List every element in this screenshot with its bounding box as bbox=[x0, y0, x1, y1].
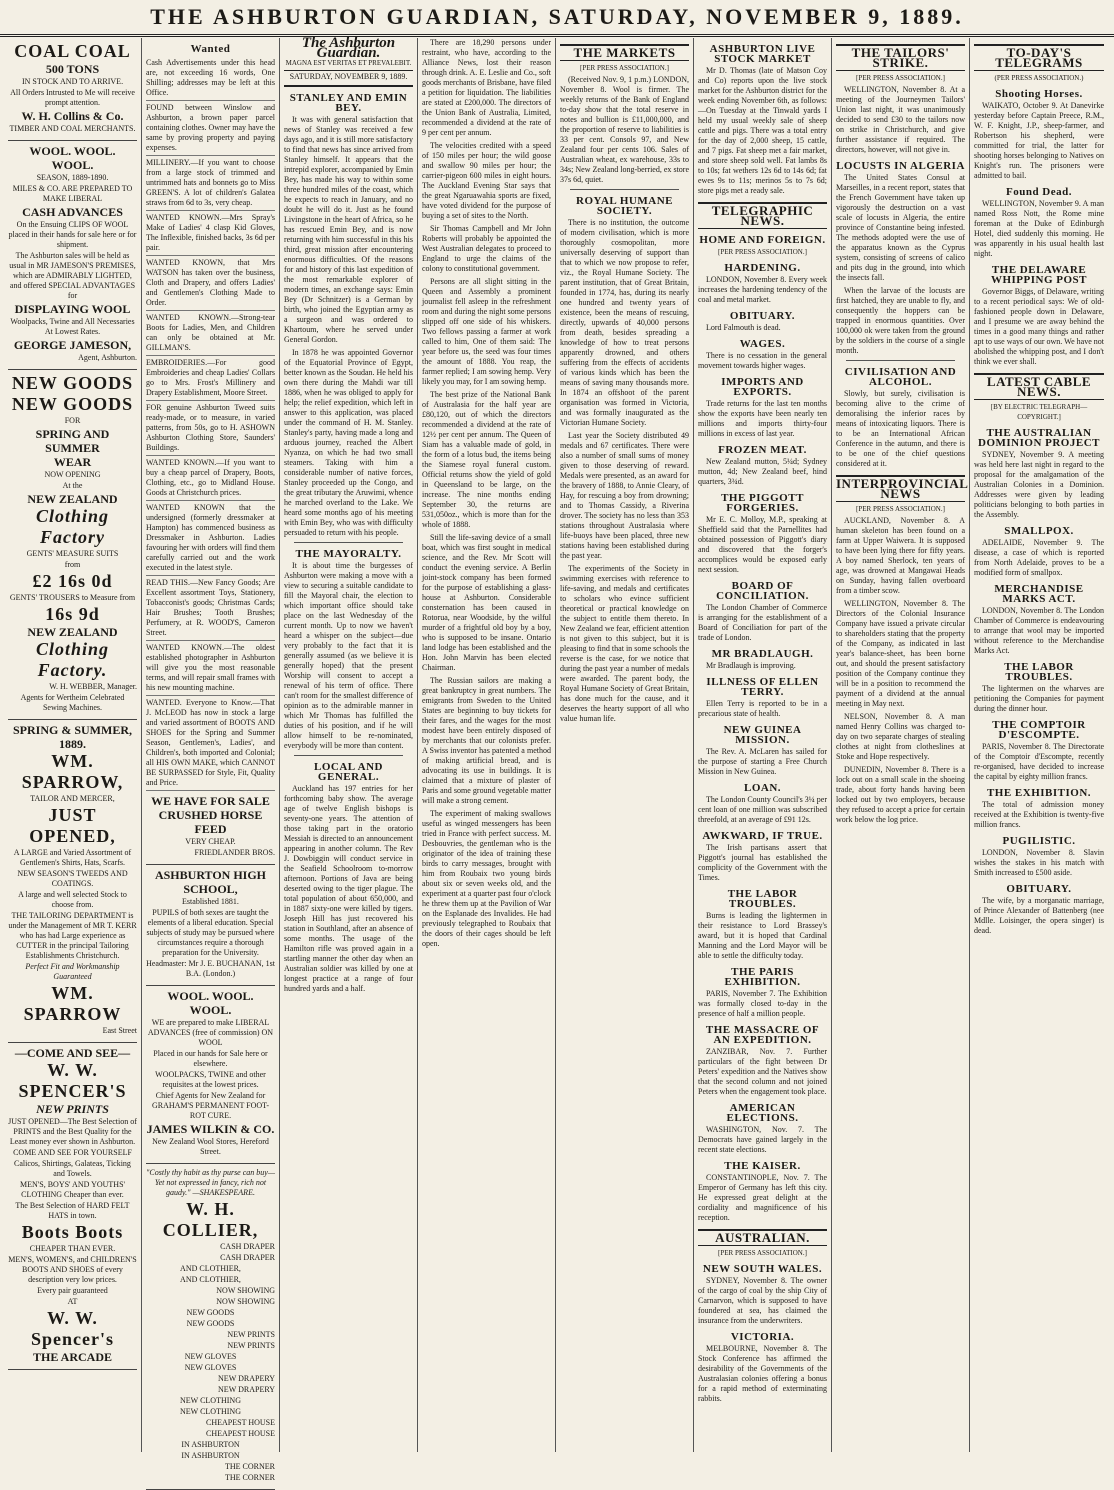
ad-line: All Orders Intrusted to Me will receive prompt attention. bbox=[10, 88, 135, 107]
ad-line: 16s 9d bbox=[45, 604, 100, 624]
article-paragraph: There is no institution, the outcome of modern civilisation, which is more thoroughly cosmopolitan, more universally deserving of support than that to which we now propose to refer, viz., the Royal Humane Society. The parent institution, that of Great Britain, founded in 1774, has, during its nearly one hundred and twenty years of existence, been the means of rescuing, directly, upwards of 40,000 persons from death, besides spreading a knowledge of how to treat persons apparently drowned, and others suffering from the effects of accidents of various kinds which has been the means of saving many thousands more. In 1874 an offshoot of the parent organisation was formed in Victoria, and was formally inaugurated as the Victorian Humane Society. bbox=[560, 218, 689, 427]
ad-line: TAILOR AND MERCER, bbox=[30, 794, 115, 803]
news-heading: PUGILISTIC. bbox=[1002, 835, 1076, 847]
ad-line: W. H. WEBBER, Manager. bbox=[49, 682, 137, 691]
ad-line: WE HAVE FOR SALE bbox=[151, 794, 270, 808]
news-heading: THE KAISER. bbox=[724, 1160, 801, 1172]
news-heading: ILLNESS OF ELLEN TERRY. bbox=[706, 676, 819, 698]
news-text: The Irish partisans assert that Piggott's journal has established the complicity of the Government with the Times. bbox=[698, 843, 827, 882]
section-subheading: HOME AND FOREIGN. bbox=[699, 234, 826, 246]
classified-item: FOUND between Winslow and Ashburton, a brown paper parcel containing clothes. Owner may have the same by proving property and paying expenses. bbox=[146, 101, 275, 156]
ad-line: On the Ensuing CLIPS OF WOOL placed in their hands for sale here or for shipment. bbox=[8, 220, 137, 249]
ad-line: NEW GOODS bbox=[186, 1319, 235, 1328]
ad-line: The Ashburton sales will be held as usual in MR JAMESON'S PREMISES, which are ADMIRABLY LIGHTED, and offered SPECIAL ADVANTAGES for bbox=[9, 251, 136, 300]
ad-line: NEW GOODS bbox=[11, 373, 134, 393]
news-text: The London County Council's 3¼ per cent loan of one million was subscribed threefold, at an average of £91 12s. bbox=[698, 795, 827, 824]
article-heading: THE DELAWARE WHIPPING POST bbox=[990, 264, 1088, 286]
article-heading: ASHBURTON LIVE STOCK MARKET bbox=[709, 43, 816, 65]
ad-line: £2 16s 0d bbox=[32, 571, 113, 591]
ad-line: WEAR bbox=[53, 455, 92, 469]
ad-line: NEW ZEALAND bbox=[27, 492, 118, 506]
column-1 bbox=[4, 38, 142, 1452]
classified-item: WANTED KNOWN.—Strong-tear Boots for Ladies, Men, and Children can only be obtained at Mr. GILLMAN'S. bbox=[146, 311, 275, 356]
ad-line: COME AND SEE FOR YOURSELF bbox=[13, 1148, 132, 1157]
news-heading: THE EXHIBITION. bbox=[986, 787, 1092, 799]
masthead: THE ASHBURTON GUARDIAN, SATURDAY, NOVEMBER 9, 1889. bbox=[0, 0, 1114, 37]
ad-line: Headmaster: Mr J. E. BUCHANAN, 1st B.A. (London.) bbox=[146, 959, 275, 978]
ad-line: WE are prepared to make LIBERAL ADVANCES (free of commission) ON WOOL bbox=[147, 1018, 274, 1047]
ad-line: WOOLPACKS, TWINE and other requisites at the lowest prices. bbox=[155, 1070, 266, 1089]
article-paragraph: When the larvae of the locusts are first hatched, they are unable to fly, and consequently the hoppers can be trapped in enormous quantities. Over 100,000 ok were taken from the ground by the soldiers in the course of a single month. bbox=[836, 286, 965, 355]
news-text: LONDON, November 8. The London Chamber of Commerce is endeavouring to arrange that wool may be imported without reference to the Merchandise Marks Act. bbox=[974, 606, 1104, 655]
ad-line: GEORGE JAMESON, bbox=[13, 338, 132, 352]
news-heading: WAGES. bbox=[739, 338, 786, 350]
ad-line: SPRING & SUMMER, 1889. bbox=[13, 723, 132, 751]
news-heading: HARDENING. bbox=[724, 262, 801, 274]
ad-line: NEW GLOVES bbox=[184, 1352, 237, 1361]
classified-item: EMBROIDERIES.—For good Embroideries and cheap Ladies' Collars go to Mrs. Frost's Millinery and Drapery Establishment, Moore Street. bbox=[146, 356, 275, 401]
news-text: MELBOURNE, November 8. The Stock Conference has affirmed the desirability of the Governments of the Australasian colonies offering a bonus for a rapid method of exterminating rabbits. bbox=[698, 1344, 827, 1403]
ad-line: CHEAPER THAN EVER. bbox=[29, 1244, 116, 1253]
news-heading: BOARD OF CONCILIATION. bbox=[716, 580, 809, 602]
ad-line: Agents for Wertheim Celebrated Sewing Machines. bbox=[20, 693, 125, 712]
ad-line: NEW PRINTS bbox=[227, 1330, 275, 1339]
ad-line: MEN'S, WOMEN'S, and CHILDREN'S BOOTS AND SHOES of every description very low prices. bbox=[8, 1255, 137, 1284]
ad-line: New Zealand Wool Stores, Hereford Street. bbox=[152, 1137, 269, 1156]
ad-line: PUPILS of both sexes are taught the elements of a liberal education. Special subjects of study may be pursued where circumstances require a thorough preparation for the University. bbox=[146, 908, 275, 957]
news-heading: THE MASSACRE OF AN EXPEDITION. bbox=[705, 1024, 820, 1046]
section-subheading: [PER PRESS ASSOCIATION.] bbox=[580, 64, 669, 72]
column-3 bbox=[280, 35, 418, 1452]
article-paragraph: The United States Consul at Marseilles, in a recent report, states that the French Government have taken up vigorously the destruction on a vast scale of locusts in Algeria, the entire province of Constantine being infested. The methods adopted were the use of the apparatus known as the Cyprus system, consisting of screens of calico and pits dug in the ground, into which the insects fall. bbox=[836, 173, 965, 282]
news-heading: Shooting Horses. bbox=[995, 88, 1083, 100]
news-heading: SMALLPOX. bbox=[1004, 525, 1074, 537]
news-heading: VICTORIA. bbox=[730, 1331, 795, 1343]
article-paragraph: Last year the Society distributed 49 medals and 67 certificates. There were also a number of small sums of money given to those deserving of reward. Medals were presented, as an award for the bravery of 1888, to Annie Cleary, of Hay, for rescuing a boy from drowning; and to Thomas Cassidy, a Riverina drover. The society has no less than 353 stations throughout Australasia where life-buoys have been placed, three new stations having been established during the past year. bbox=[560, 431, 689, 560]
ad-line: from bbox=[64, 560, 81, 569]
news-heading: THE AUSTRALIAN DOMINION PROJECT bbox=[978, 427, 1100, 449]
news-heading: THE PARIS EXHIBITION. bbox=[724, 966, 801, 988]
ad-line: THE TAILORING DEPARTMENT is under the Management of MR T. KERR who has had Large experience as CUTTER in the principal Tailoring Establishments Christchurch. bbox=[8, 911, 137, 960]
section-heading: THE TAILORS' STRIKE. bbox=[836, 44, 965, 71]
news-text: WASHINGTON, Nov. 7. The Democrats have gained largely in the recent state elections. bbox=[698, 1125, 827, 1154]
ad-line: IN ASHBURTON bbox=[181, 1440, 240, 1449]
article-paragraph: WELLINGTON, November 8. The Directors of the Colonial Insurance Company have issued a private circular to shareholders stating that the property of the Company, as indicated in last year's balance-sheet, has been borne out, and should the present satisfactory position of the Company continue they will be in a position to recommend the payment of a dividend at the annual meeting in May next. bbox=[836, 599, 965, 708]
ad-line: GENTS' MEASURE SUITS bbox=[26, 549, 119, 558]
ad-line: Clothing Factory. bbox=[35, 639, 110, 680]
article-paragraph: DUNEDIN, November 8. There is a lock out on a small scale in the shoeing trade, about forty hands having been locked out by two employers, because they refused to accept a price for certain work below the log price. bbox=[836, 765, 965, 824]
news-text: The Rev. A. McLaren has sailed for the purpose of starting a Free Church Mission in New Guinea. bbox=[698, 747, 827, 776]
ad-line: Chief Agents for New Zealand for GRAHAM'S PERMANENT FOOT-ROT CURE. bbox=[151, 1091, 269, 1120]
ad-line: FRIEDLANDER BROS. bbox=[194, 848, 275, 857]
wanted-heading: Wanted bbox=[190, 43, 231, 55]
ad-line: NEW GLOVES bbox=[184, 1363, 237, 1372]
ad-line: MILES & CO. ARE PREPARED TO MAKE LIBERAL bbox=[12, 184, 133, 203]
news-heading: OBITUARY. bbox=[1006, 883, 1072, 895]
news-text: ADELAIDE, November 9. The disease, a case of which is reported from North Adelaide, proves to be a modified form of smallpox. bbox=[974, 538, 1104, 577]
classified-item: WANTED KNOWN, that Mrs WATSON has taken over the business, Cloth and Drapery, and offers Ladies' and Gentlemen's Clothing Made to Order. bbox=[146, 256, 275, 311]
ad-line: NEW GOODS bbox=[11, 394, 134, 414]
wilkin-wool-advert bbox=[146, 986, 275, 1164]
news-heading: MERCHANDISE MARKS ACT. bbox=[994, 583, 1084, 605]
news-text: ZANZIBAR, Nov. 7. Further particulars of the fight between Dr Peters' expedition and the Natives show that the second column and not joined Peters when the engagement took place. bbox=[698, 1047, 827, 1096]
ad-line: JUST OPENED, bbox=[29, 805, 116, 846]
crushed-feed-advert bbox=[146, 791, 275, 865]
ad-line: SPRING AND SUMMER bbox=[35, 427, 110, 455]
ad-line: Calicos, Shirtings, Galateas, Ticking and Towels. bbox=[14, 1159, 131, 1178]
column-8 bbox=[970, 38, 1108, 1452]
ad-line: THE CORNER bbox=[225, 1462, 275, 1471]
ad-line: NEW PRINTS bbox=[227, 1341, 275, 1350]
ad-line: WM. SPARROW bbox=[23, 983, 122, 1024]
ad-line: IN STOCK AND TO ARRIVE. bbox=[21, 77, 124, 86]
news-text: The London Chamber of Commerce is arranging for the establishment of a Board of Conciliation for part of the trade of London. bbox=[698, 603, 827, 642]
column-2 bbox=[142, 38, 280, 1482]
ad-line: THE ARCADE bbox=[32, 1350, 112, 1364]
article-paragraph: Slowly, but surely, civilisation is becoming alive to the crime of demoralising the inferior races by means of intoxicating liquors. There is to be an International African Conference in the autumn, and there is to be one of the chief questions considered at it. bbox=[836, 389, 965, 468]
news-text: The wife, by a morganatic marriage, of Prince Alexander of Battenberg (nee Mdlle. Loisinger, the opera singer) is dead. bbox=[974, 896, 1104, 935]
news-text: Lord Falmouth is dead. bbox=[706, 323, 781, 332]
ad-line: AND CLOTHIER, bbox=[180, 1275, 241, 1284]
ad-line: NOW SHOWING bbox=[216, 1297, 275, 1306]
ad-line: Agent, Ashburton. bbox=[78, 353, 137, 362]
news-heading: THE LABOR TROUBLES. bbox=[1004, 661, 1074, 683]
news-text: WELLINGTON, November 9. A man named Ross Nott, the Rome mine foreman at the Duke of Edinburgh Hotel, died suddenly this morning. He was apparently in his usual health last night. bbox=[974, 199, 1104, 258]
ad-line: CASH DRAPER bbox=[220, 1242, 275, 1251]
news-heading: IMPORTS AND EXPORTS. bbox=[721, 376, 804, 398]
newspaper-columns bbox=[4, 35, 1110, 1482]
coal-advert bbox=[8, 38, 137, 141]
section-subheading: [PER PRESS ASSOCIATION.] bbox=[718, 248, 807, 256]
ad-line: NEW ZEALAND bbox=[27, 625, 118, 639]
column-4 bbox=[418, 38, 556, 1452]
section-heading: LATEST CABLE NEWS. bbox=[974, 373, 1104, 400]
article-heading: THE MAYORALTY. bbox=[295, 548, 402, 560]
section-heading: TELEGRAPHIC NEWS. bbox=[698, 202, 827, 229]
section-subheading: [PER PRESS ASSOCIATION.] bbox=[856, 505, 945, 513]
news-text: The total of admission money received at the Exhibition is twenty-five million francs. bbox=[974, 800, 1104, 829]
article-paragraph: It was with general satisfaction that news of Stanley was received a few days ago, and it is still more satisfactory to find that news has since arrived from Stanley himself. It appears that the intrepid explorer, accompanied by Emin Bey, has made his way to within some three hundred miles of the coast, which he expects to reach in January, and no doubt he will do it. Just as he found Livingstone in the heart of Africa, so he has rescued Emin Bey, and is now returning with him successful in this his third, great mission after encountering enormous difficulties. Of the reasons for and history of this last expedition of the most remarkable explorer of modern times, an exchange says: Emin Bey (Dr Schnitzer) is a German by birth, who joined the Egyptian army as a surgeon and was ordered to Khartoum, where he served under General Gordon. bbox=[284, 115, 413, 344]
collier-advert bbox=[146, 1164, 275, 1490]
ad-line: CASH ADVANCES bbox=[22, 205, 123, 219]
news-text: LONDON, November 8. Slavin wishes the stakes in his match with Smith increased to £500 aside. bbox=[974, 848, 1104, 877]
news-heading: NEW GUINEA MISSION. bbox=[723, 724, 802, 746]
ad-line: NEW CLOTHING bbox=[180, 1396, 241, 1405]
article-heading: CIVILISATION AND ALCOHOL. bbox=[844, 366, 957, 388]
ad-line: A large and well selected Stock to choose from. bbox=[18, 890, 127, 909]
wool-advert bbox=[8, 141, 137, 370]
ad-line: NEW CLOTHING bbox=[180, 1407, 241, 1416]
spencer-advert bbox=[8, 1043, 137, 1370]
classified-item: WANTED KNOWN that the undersigned (formerly dressmaker at Hampton) has commenced business as Dressmaker in Ashburton. Ladies favouring her with orders will find them carefully carried out and the work executed in the latest style. bbox=[146, 501, 275, 576]
ad-line: WM. SPARROW, bbox=[21, 751, 124, 792]
ad-line: 500 TONS bbox=[45, 62, 100, 76]
article-paragraph: The best prize of the National Bank of Australasia for the half year are £80,120, out of which the directors recommended a dividend at the rate of 12½ per cent per annum. The Queen of Siam has a valuable made of gold, in the form of a lotus bud, the items being the Siamese royal funeral custom. Official returns show the yield of gold in Queensland to be large, on the increase. The nine months ending September 30, the returns are 531,050oz., which is more than for the whole of 1888. bbox=[422, 390, 551, 529]
news-heading: AMERICAN ELECTIONS. bbox=[726, 1102, 799, 1124]
ad-line: W. W. Spencer's bbox=[31, 1308, 114, 1349]
section-heading: THE MARKETS bbox=[560, 44, 689, 61]
ad-line: SEASON, 1889-1890. bbox=[36, 173, 109, 182]
ad-line: Every pair guaranteed bbox=[37, 1286, 108, 1295]
section-subheading: [PER PRESS ASSOCIATION.] bbox=[718, 1249, 807, 1257]
ad-line: Clothing Factory bbox=[35, 506, 110, 547]
news-text: PARIS, November 7. The Exhibition was formally closed to-day in the presence of half a million people. bbox=[698, 989, 827, 1018]
ad-line: Perfect Fit and Workmanship Guaranteed bbox=[25, 962, 120, 981]
ad-line: Established 1881. bbox=[182, 897, 239, 906]
news-text: Ellen Terry is reported to be in a precarious state of health. bbox=[698, 699, 827, 718]
section-subheading: [BY ELECTRIC TELEGRAPH—COPYRIGHT.] bbox=[990, 403, 1088, 421]
ad-line: W. H. COLLIER, bbox=[162, 1199, 259, 1240]
classified-item: WANTED. Everyone to Know.—That J. McLEOD has now in stock a large and varied assortment of BOOTS AND SHOES for the Spring and Summer Season, Gentlemen's, Ladies', and Children's, both imported and Colonial; all HIS OWN MAKE, which CANNOT BE SURPASSED for Style, Fit, Quality and Price. bbox=[146, 696, 275, 791]
ad-line: AND CLOTHIER, bbox=[180, 1264, 241, 1273]
classified-item: WANTED KNOWN.—The oldest established photographer in Ashburton will give you the most reasonable terms, and will repair small frames with his new mounting machine. bbox=[146, 641, 275, 696]
ad-line: NOW OPENING bbox=[44, 470, 101, 479]
section-subheading: [PER PRESS ASSOCIATION.] bbox=[856, 74, 945, 82]
article-paragraph: NELSON, November 8. A man named Henry Collins was charged to-day on two separate charges of stealing clothes at night from clotheslines at Stoke and Hope respectively. bbox=[836, 712, 965, 761]
newspaper-nameplate bbox=[284, 35, 413, 87]
news-text: Mr Bradlaugh is improving. bbox=[706, 661, 796, 670]
ad-line: —COME AND SEE— bbox=[14, 1046, 131, 1060]
news-heading: NEW SOUTH WALES. bbox=[702, 1263, 823, 1275]
paper-motto: MAGNA EST VERITAS ET PREVALEBIT. bbox=[285, 59, 412, 67]
article-paragraph: Mr D. Thomas (late of Matson Coy and Co) reports upon the live stock market for the Ashburton district for the week ending November 6th, as follows:—On Tuesday at the Tinwald yards I held my usual weekly sale of sheep cattle and pigs. There was a total entry for the day of 2,000 sheep, 15 cattle, and 7 pigs. Fat sheep met a fair market, and store sheep sold well. Fat lambs 8s to 10s; fat wethers 12s 6d to 14s 6d; fat ewes 9s to 11s; merinos 5s to 7s 6d; store pigs met a ready sale. bbox=[698, 66, 827, 195]
article-paragraph: The Russian sailors are making a great bankruptcy in great numbers. The emigrants from Sweden to the United States are beginning to buy tickets for their fares, and the wages for the most modest have been entirely disposed of by merchants that our colonists prefer. A Swiss inventor has patented a method of making artificial bread, and is advocating its use in buildings. It is claimed that a mixture of plaster of Paris and some ground vegetable matter will make a strong cement. bbox=[422, 676, 551, 805]
ad-line: NEW DRAPERY bbox=[218, 1374, 275, 1383]
news-heading: THE COMPTOIR D'ESCOMPTE. bbox=[992, 719, 1086, 741]
news-text: SYDNEY, November 9. A meeting was held here last night in regard to the proposal for the amalgamation of the Australian Colonies in a Dominion. Addresses were given by leading politicians belonging to both parties in the Assembly. bbox=[974, 450, 1104, 519]
ad-line: NOW SHOWING bbox=[216, 1286, 275, 1295]
ad-line: NEW DRAPERY bbox=[218, 1385, 275, 1394]
divider bbox=[570, 189, 679, 190]
news-text: WAIKATO, October 9. At Danevirke yesterday before Captain Preece, R.M., W. F. Knight, J.P., sheep-farmer, and Robertson his shepherd, were committed for trial, the latter for shooting horses belonging to Natives on Knight's run. The prisoners were admitted to bail. bbox=[974, 101, 1104, 180]
article-paragraph: WELLINGTON, November 8. At a meeting of the Journeymen Tailors' Union last night, it was unanimously decided to send £30 to the tailors now on strike in Christchurch, and give further assistance if required. The directors, however, will not give in. bbox=[836, 85, 965, 154]
ad-line: TIMBER AND COAL MERCHANTS. bbox=[9, 124, 136, 133]
news-text: SYDNEY, November 8. The owner of the cargo of coal by the ship City of Carnarvon, which is supposed to have foundered at sea, has claimed the insurance from the underwriters. bbox=[698, 1276, 827, 1325]
news-heading: FROZEN MEAT. bbox=[718, 444, 807, 456]
section-heading: INTERPROVINCIAL NEWS bbox=[836, 476, 969, 501]
news-heading: LOAN. bbox=[743, 782, 782, 794]
article-heading: STANLEY AND EMIN BEY. bbox=[289, 92, 408, 114]
ad-line: Boots Boots bbox=[21, 1222, 124, 1242]
ad-line: At the bbox=[62, 481, 83, 490]
ad-line: VERY CHEAP. bbox=[185, 837, 236, 846]
section-subheading: (PER PRESS ASSOCIATION.) bbox=[994, 74, 1084, 82]
news-text: Mr E. C. Molloy, M.P., speaking at Sheffield said that the Parnellites had obtained possession of Piggott's diary and discovered that the forger's accomplices would be exposed early next session. bbox=[698, 515, 827, 574]
ad-line: NEW SEASON'S TWEEDS AND COATINGS. bbox=[17, 869, 128, 888]
news-heading: THE PIGGOTT FORGERIES. bbox=[721, 492, 804, 514]
ad-line: JUST OPENED—The Best Selection of PRINTS and the Best Quality for the Least money ever shown in Ashburton. bbox=[8, 1117, 137, 1146]
ad-line: CHEAPEST HOUSE bbox=[206, 1418, 275, 1427]
news-heading: THE LABOR TROUBLES. bbox=[727, 888, 798, 910]
article-paragraph: In 1878 he was appointed Governor of the Equatorial Province of Egypt, better known as the Soudan. He held his own there during the Mahdi war till 1886, when he was obliged to apply for help; the relief expedition, which left in answer to this application, was placed under the command of H. M. Stanley. Stanley's party, having made a long and arduous journey, reached the Albert Nyanza, on which he had two small steamers. Taking with him a considerable number of native forces, Stanley proceeded up the Congo, and the great tributary the Aruwimi, whence he marched overland to the Lake. We heard some months ago of his meeting with Emin Bey, who was with difficulty persuaded to return with his people. bbox=[284, 348, 413, 537]
ad-line: W. W. SPENCER'S bbox=[18, 1060, 127, 1101]
ad-line: WOOL. WOOL. WOOL. bbox=[167, 989, 254, 1017]
article-paragraph: The experiment of making swallows useful as winged messengers has been tried in France with perfect success. M. Desbouvries, the gentleman who is the originator of the idea of training these birds to carry messages, brought with him from Roubaix two young birds about six or seven weeks old, and the experiment at a quarter past four o'clock he threw them up at the Pavilion of War on the Esplanade des Invalides. He had previously telegraphed to Roubaix that the doors of their cages should be left open. bbox=[422, 809, 551, 948]
article-heading: LOCUSTS IN ALGERIA bbox=[836, 160, 965, 172]
divider bbox=[846, 360, 955, 361]
news-heading: OBITUARY. bbox=[729, 310, 796, 322]
article-paragraph: Governor Biggs, of Delaware, writing to a recent periodical says: We of old-fashioned people down in Delaware, and I presume we are away behind the times in a good many things and rather apt to use ways of our own. We have not abolished the whipping post, and I don't think we ever shall. bbox=[974, 287, 1104, 366]
ad-line: East Street bbox=[102, 1026, 137, 1035]
ad-line: GENTS' TROUSERS to Measure from bbox=[9, 593, 136, 602]
classified-item: MILLINERY.—If you want to choose from a large stock of trimmed and untrimmed hats and bonnets go to Miss GREEN'S. A lot of children's Galatea straws from 6d to 3s, very cheap. bbox=[146, 156, 275, 211]
ad-line: The Best Selection of HARD FELT HATS in town. bbox=[15, 1201, 130, 1220]
column-6 bbox=[694, 38, 832, 1452]
article-paragraph: The velocities credited with a speed of 150 miles per hour; the wild goose and swallow 90 miles per hour; the carrier-pigeon 600 miles in eight hours. The Auckland Evening Star says that the great Ngaruawahia sports are fixed, have voted dividend for the purpose of buying a set of sites to the North. bbox=[422, 141, 551, 220]
ad-line: CRUSHED HORSE FEED bbox=[158, 808, 263, 836]
divider bbox=[294, 755, 403, 756]
ad-line: "Costly thy habit as thy purse can buy— Yet not expressed in fancy, rich not gaudy." —SHAKESPEARE. bbox=[146, 1168, 275, 1197]
divider bbox=[294, 542, 403, 543]
article-paragraph: Sir Thomas Campbell and Mr John Roberts will probably be appointed the West Australian delegates to proceed to England to urge the claims of the colony to constitutional government. bbox=[422, 224, 551, 273]
classified-item: READ THIS.—New Fancy Goods; Are Excellent assortment Toys, Stationery, Tobacconist's goods; Christmas Cards; Hair Brushes; Tooth Brushes; Perfumery, at R. WOOD'S, Cameron Street. bbox=[146, 576, 275, 641]
article-paragraph: There are 18,290 persons under restraint, who have, according to the Alliance News, lost their reason through drink. A. E. Leslie and Co., soft goods merchants of Brisbane, have filed a petition for liquidation. The liabilities are stated at £200,000. The directors of the Union Bank of Australia, Limited, recommended a dividend at the rate of 9 per cent per annum. bbox=[422, 38, 551, 137]
paper-title: The Ashburton Guardian. bbox=[301, 35, 396, 61]
ad-line: NEW PRINTS bbox=[36, 1102, 109, 1116]
article-paragraph: AUCKLAND, November 8. A human skeleton has been found on a farm at Upper Waiwera. It is supposed to have been lying there for fifty years. A boy named Sherlock, ten years of age, was drowned at Mangawai Heads on Sunday, having fallen overboard from a timber scow. bbox=[836, 516, 965, 595]
classified-item: WANTED KNOWN.—If you want to buy a cheap parcel of Drapery, Boots, Clothing, etc., go to Midland House. Goods at Christchurch prices. bbox=[146, 456, 275, 501]
ad-line: NEW GOODS bbox=[186, 1308, 235, 1317]
sparrow-advert bbox=[8, 720, 137, 1043]
column-7 bbox=[832, 38, 970, 1452]
ad-line: W. H. Collins & Co. bbox=[21, 109, 124, 123]
news-text: PARIS, November 8. The Directorate of the Comptoir d'Escompte, recently re-organised, have decided to increase the capital by eighty million francs. bbox=[974, 742, 1104, 781]
ad-line: CASH DRAPER bbox=[220, 1253, 275, 1262]
news-text: New Zealand mutton, 5¼d; Sydney mutton, 4d; New Zealand beef, hind quarters, 3¾d. bbox=[698, 457, 827, 486]
section-heading: AUSTRALIAN. bbox=[698, 1229, 827, 1246]
article-heading: ROYAL HUMANE SOCIETY. bbox=[576, 195, 673, 217]
high-school-advert bbox=[146, 865, 275, 986]
ad-line: WOOL. WOOL. WOOL. bbox=[29, 144, 116, 172]
article-paragraph: Persons are all slight sitting in the Queen and Assembly a prominent journalist fell asleep in the refreshment room and during the night some persons slipped off one side of his whiskers. Two fellows passing a farmer at work called to him, One of them said: The year before us, the seed was four times the amount of 1888. You reap, the farmer replied; I am sowing hemp. Very likely you may, for I am sowing hemp. bbox=[422, 277, 551, 386]
column-5 bbox=[556, 38, 694, 1452]
ad-line: FOR bbox=[64, 416, 81, 425]
article-paragraph: The experiments of the Society in swimming exercises with reference to life-saving, and medals and certificates to scholars who evince sufficient theoretical or practical knowledge on the subject to entitle them thereto. In New Zealand we fear, efficient attention is not given to this subject, but it is pleasing to find that in some schools the reverse is the case, for we notice that during the past year a number of medals were awarded. The parent body, the Royal Humane Society of Great Britain, has done much for the cause, and it deserves the hearty support of all who value human life. bbox=[560, 564, 689, 723]
ad-line: AT bbox=[67, 1297, 78, 1306]
ad-line: MEN'S, BOYS' AND YOUTHS' CLOTHING Cheaper than ever. bbox=[20, 1180, 125, 1199]
news-text: Burns is leading the lightermen in their resistance to Lord Brassey's award, but it is hoped that Cardinal Manning and the Lord Mayor will be able to settle the difficulty today. bbox=[698, 911, 827, 960]
article-paragraph: It is about time the burgesses of Ashburton were making a move with a view to securing a suitable candidate to fill the Mayoral chair, the election to which important office should take place on the last Wednesday of the current month. Up to now we haven't heard a whisper on the subject—due very probably to the fact that it is generally assumed (as we believe it is generally hoped) that the present Worship will consent to accept a renewal of his term of office. There can't room for the smallest difference of opinion as to the admirable manner in which Mr Thomas has fulfilled the duties of his position, and if he will allow himself to be re-nominated, everybody will be more than content. bbox=[284, 561, 413, 750]
classified-item: WANTED KNOWN.—Mrs Spray's Make of Ladies' 4 clasp Kid Gloves, The Inflexible, finished backs, 3s 6d per pair. bbox=[146, 211, 275, 256]
news-text: LONDON, November 8. Every week increases the hardening tendency of the coal and metal market. bbox=[698, 275, 827, 304]
article-paragraph: Still the life-saving device of a small boat, which was first sought in medical science, and the Rev. Mr Scott will conduct the evening service. A Berlin joint-stock company has been formed for the purpose of establishing a glass-house at Ashburton. Considerable consternation has been caused in Rotorua, near Woodside, by the wilful murder of a frightful old boy by a boy, who is supposed to be insane. Ontario land lodge has been established and the Hon. John Marvin has been elected Chairman. bbox=[422, 533, 551, 672]
news-heading: AWKWARD, IF TRUE. bbox=[702, 830, 823, 842]
ad-line: IN ASHBURTON bbox=[181, 1451, 240, 1460]
news-text: Trade returns for the last ten months show the exports have been nearly ten millions and imports thirty-four millions in excess of last year. bbox=[698, 399, 827, 438]
news-heading: MR BRADLAUGH. bbox=[711, 648, 814, 660]
wanted-intro: Cash Advertisements under this head are, not exceeding 16 words, One Shilling; addresses may be left at this Office. bbox=[146, 56, 275, 101]
article-paragraph: Auckland has 197 entries for her forthcoming baby show. The average age of twelve English bishops is seventy-one years. The attention of those taking part in the oratorio Messiah is directed to an announcement appearing in another column. The Rev J. Dowbiggin will conduct service in the Seafield Schoolroom to-morrow afternoon. Portions of Java are being deserted owing to the tiger plague. The total population of about 650,000, and in 1887 sixty-one were killed by tigers. Joseph Hill has just recovered his station in Southland, after an absence of some months. The usage of the Hamilton rifle was proved again in a startling manner the other day when an Australian soldier was killed by one at longest practice at a range of four hundred yards and a half. bbox=[284, 784, 413, 993]
ad-line: JAMES WILKIN & CO. bbox=[146, 1122, 275, 1136]
ad-line: Placed in our hands for Sale here or elsewhere. bbox=[153, 1049, 268, 1068]
article-paragraph: (Received Nov. 9, 1 p.m.) LONDON, November 8. Wool is firmer. The weekly returns of the Bank of England to-day show that the total reserve in notes and bullion is £11,000,000, and the proportion of reserve to liabilities is 33 per cent. Consols 97, and New Zealand four per cents 106. Sales of Australian wheat, ex warehouse, 33s to 34s; New Zealand long-berried, ex store 37s 6d, quiet. bbox=[560, 75, 689, 184]
news-text: There is no cessation in the general movement towards higher wages. bbox=[698, 351, 827, 370]
ad-line: A LARGE and Varied Assortment of Gentlemen's Shirts, Hats, Scarfs. bbox=[13, 848, 132, 867]
article-heading: LOCAL AND GENERAL. bbox=[314, 761, 383, 783]
paper-date: SATURDAY, NOVEMBER 9, 1889. bbox=[284, 70, 413, 82]
ad-line: THE CORNER bbox=[225, 1473, 275, 1482]
ad-line: COAL COAL bbox=[14, 41, 131, 61]
ad-line: Woolpacks, Twine and All Necessaries At Lowest Rates. bbox=[10, 317, 135, 336]
news-heading: Found Dead. bbox=[1005, 186, 1073, 198]
ad-line: DISPLAYING WOOL bbox=[14, 302, 131, 316]
ad-line: ASHBURTON HIGH SCHOOL, bbox=[154, 868, 267, 896]
section-heading: TO-DAY'S TELEGRAMS bbox=[974, 44, 1104, 71]
ad-line: CHEAPEST HOUSE bbox=[206, 1429, 275, 1438]
news-text: The lightermen on the wharves are petitioning the Companies for payment during the dinner hour. bbox=[974, 684, 1104, 713]
classified-item: FOR genuine Ashburton Tweed suits ready-made, or to measure, in varied patterns, from 50s, go to H. ASHOWN Ashburton Clothing Store, Saunders' Buildings. bbox=[146, 401, 275, 456]
new-goods-advert bbox=[8, 370, 137, 720]
news-text: CONSTANTINOPLE, Nov. 7. The Emperor of Germany has left this city. He expressed great delight at the cordiality and magnificence of his reception. bbox=[698, 1173, 827, 1222]
